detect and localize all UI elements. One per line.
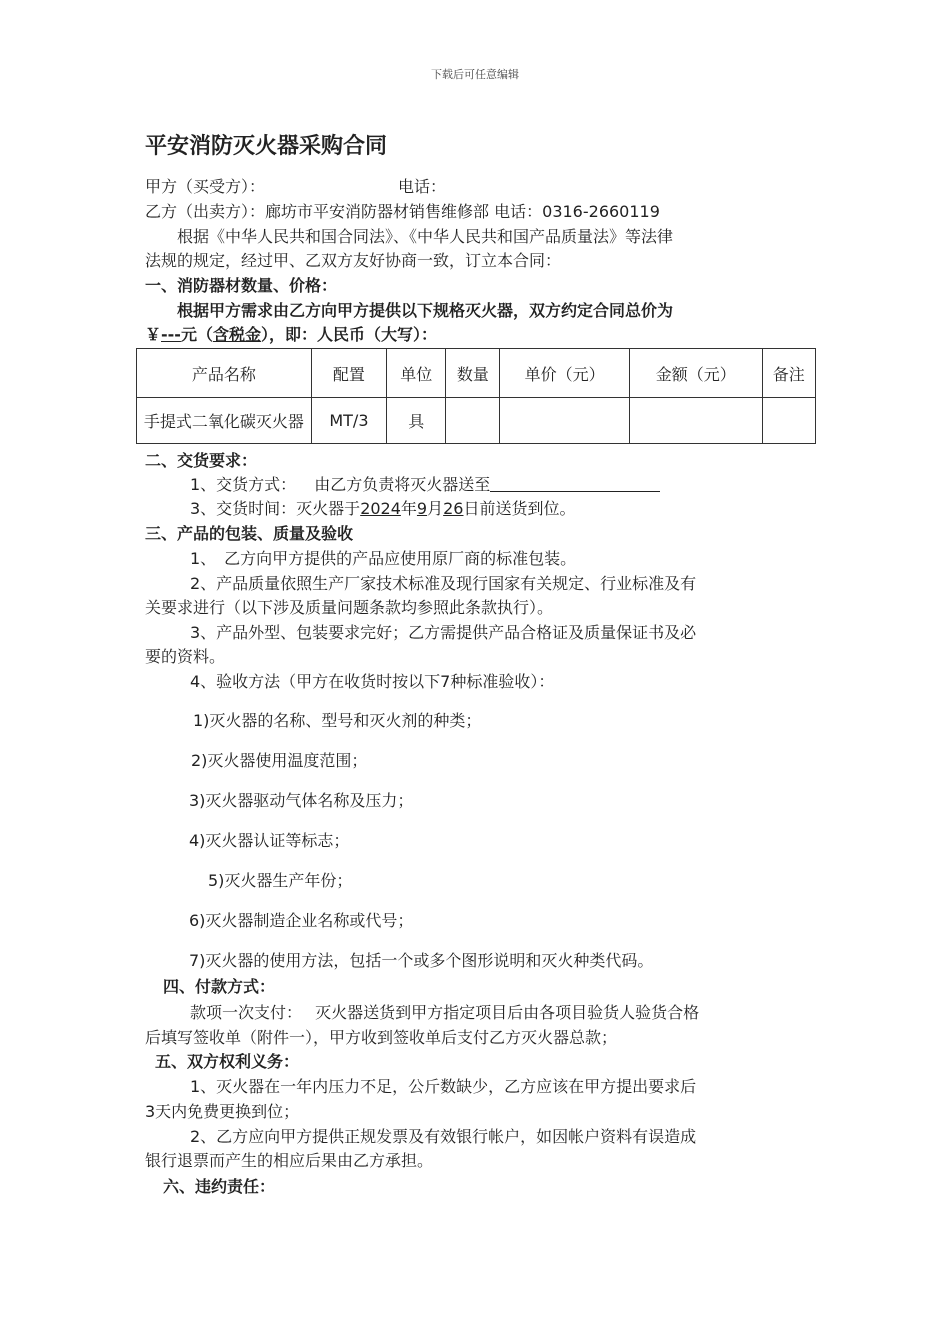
delivery-method: [190, 474, 660, 496]
check-item-2: 2)灭火器使用温度范围；: [191, 751, 368, 770]
header-unit: 单位: [387, 349, 446, 398]
intro-line-2: 法规的规定，经过甲、乙双方友好协商一致，订立本合同：: [145, 251, 562, 270]
payment-line-1: 款项一次支付： 灭火器送货到甲方指定项目后由各项目验货人验货合格: [190, 1003, 700, 1022]
header-remark: 备注: [762, 349, 815, 398]
section6-heading: 六、违约责任：: [163, 1177, 276, 1196]
party-a-label: 甲方（买受方）：: [145, 177, 266, 196]
party-b-line: [145, 201, 660, 223]
quality-item-4: 4、验收方法（甲方在收货时按以下7种标准验收）：: [190, 672, 555, 691]
section4-heading: 四、付款方式：: [163, 977, 276, 996]
table-row: [137, 398, 816, 444]
page-title: 平安消防灭火器采购合同: [145, 134, 388, 159]
cell-product-name: 手提式二氧化碳灭火器: [137, 398, 312, 444]
rights-line-1: 1、灭火器在一年内压力不足，公斤数缺少，乙方应该在甲方提出要求后: [190, 1077, 697, 1096]
header-config: 配置: [311, 349, 387, 398]
currency-symbol: ￥: [145, 325, 162, 344]
table-header-row: [137, 349, 816, 398]
quality-item-2: 2、产品质量依照生产厂家技术标准及现行国家有关规定、行业标准及有: [190, 574, 697, 593]
check-item-1: 1)灭火器的名称、型号和灭火剂的种类；: [193, 711, 482, 730]
quality-item-2-cont: 关要求进行（以下涉及质量问题条款均参照此条款执行）。: [145, 598, 554, 617]
party-a-line: [145, 176, 446, 198]
rights-line-2: 3天内免费更换到位；: [145, 1102, 300, 1121]
cell-unit-price: [500, 398, 629, 444]
section2-heading: 二、交货要求：: [145, 451, 258, 470]
cell-unit: 具: [387, 398, 446, 444]
check-item-7: 7)灭火器的使用方法，包括一个或多个图形说明和灭火种类代码。: [189, 951, 654, 970]
header-quantity: 数量: [446, 349, 500, 398]
day-unit: 日前送货到位。: [463, 499, 576, 518]
check-item-4: 4)灭火器认证等标志；: [189, 831, 350, 850]
party-b-label: 乙方（出卖方）：: [145, 202, 266, 221]
party-b-phone: 0316-2660119: [542, 202, 660, 221]
total-amount-blank: ---: [161, 325, 181, 344]
section5-heading: 五、双方权利义务：: [155, 1052, 300, 1071]
section1-line2: [145, 324, 437, 346]
header-product-name: 产品名称: [137, 349, 312, 398]
header-amount: 金额（元）: [629, 349, 762, 398]
header-unit-price: 单价（元）: [500, 349, 629, 398]
delivery-method-text: 由乙方负责将灭火器送至: [314, 475, 491, 494]
rights-line-3: 2、乙方应向甲方提供正规发票及有效银行帐户，如因帐户资料有误造成: [190, 1127, 697, 1146]
delivery-destination-blank: [490, 475, 660, 492]
party-a-phone-label: 电话：: [398, 177, 447, 196]
cell-config: MT/3: [311, 398, 387, 444]
quality-item-3: 3、产品外型、包装要求完好；乙方需提供产品合格证及质量保证书及必: [190, 623, 697, 642]
delivery-year: 2024: [360, 499, 401, 518]
currency-unit: 元（: [180, 325, 213, 344]
payment-line-2: 后填写签收单（附件一），甲方收到签收单后支付乙方灭火器总款；: [145, 1028, 618, 1047]
delivery-month: 9: [416, 499, 428, 518]
cell-remark: [762, 398, 815, 444]
delivery-day: 26: [443, 499, 464, 518]
check-item-6: 6)灭火器制造企业名称或代号；: [189, 911, 414, 930]
delivery-method-label: 1、交货方式：: [190, 475, 297, 494]
intro-line-1: 根据《中华人民共和国合同法》、《中华人民共和国产品质量法》等法律: [177, 227, 674, 246]
check-item-5: 5)灭火器生产年份；: [208, 871, 353, 890]
rmb-label: ），即：人民币（大写）：: [260, 325, 437, 344]
cell-amount: [629, 398, 762, 444]
party-b-name: 廊坊市平安消防器材销售维修部: [265, 202, 490, 221]
quality-item-3-cont: 要的资料。: [145, 647, 226, 666]
rights-line-4: 银行退票而产生的相应后果由乙方承担。: [145, 1151, 434, 1170]
delivery-time-label: 3、交货时间：灭火器于: [190, 499, 361, 518]
section1-line1: 根据甲方需求由乙方向甲方提供以下规格灭火器，双方约定合同总价为: [177, 301, 674, 320]
page-header: 下载后可任意编辑: [431, 68, 519, 81]
product-table: [136, 348, 816, 444]
tax-included: 含税金: [212, 325, 261, 344]
section1-heading: 一、消防器材数量、价格：: [145, 276, 338, 295]
month-unit: 月: [427, 499, 444, 518]
check-item-3: 3)灭火器驱动气体名称及压力；: [189, 791, 414, 810]
party-b-phone-label: 电话：: [494, 202, 543, 221]
cell-quantity: [446, 398, 500, 444]
delivery-time: [190, 498, 576, 520]
section3-heading: 三、产品的包装、质量及验收: [145, 524, 354, 543]
year-unit: 年: [400, 499, 417, 518]
quality-item-1: 1、 乙方向甲方提供的产品应使用原厂商的标准包装。: [190, 549, 577, 568]
